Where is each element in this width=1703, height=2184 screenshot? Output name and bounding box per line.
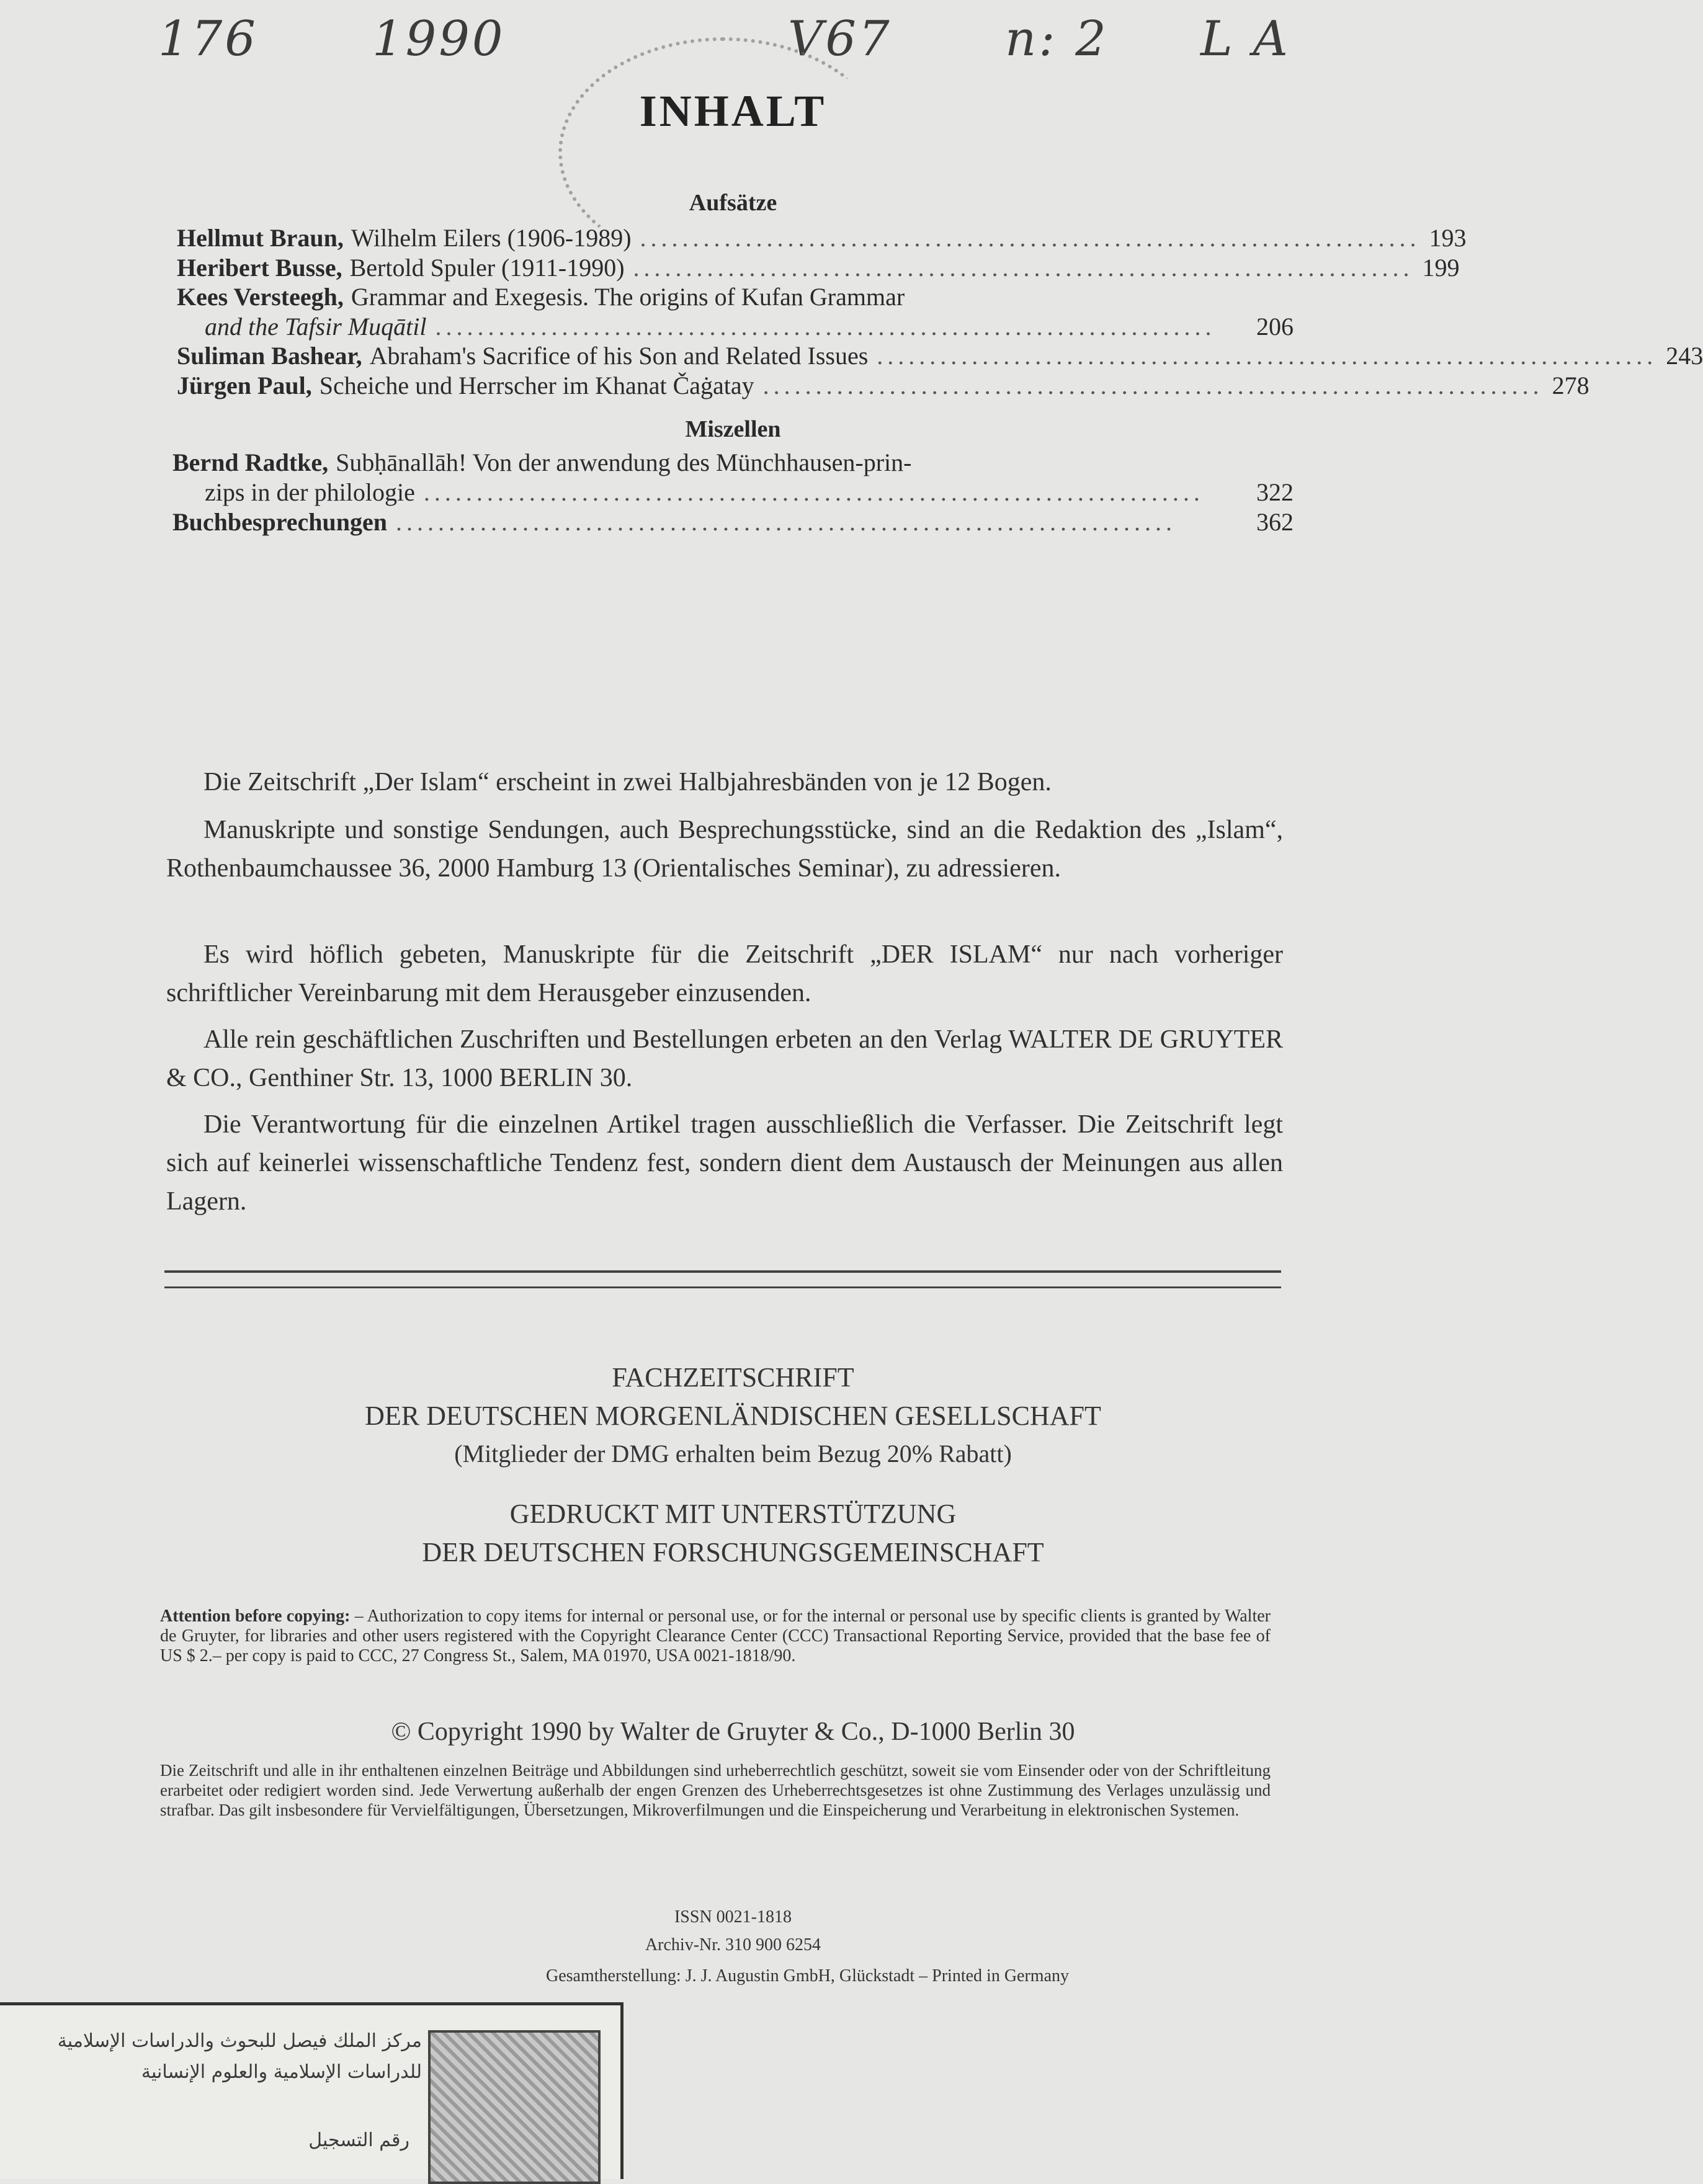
body-paragraph: Die Verantwortung für die einzelnen Artikel tragen ausschließlich die Verfasser. Die Zeitschrift legt sich auf keinerlei wissenschaftliche Tendenz fest, sondern dient dem Austausch der Meinungen aus allen Lagern.	[166, 1110, 1283, 1216]
stamp-text-line: مركز الملك فيصل للبحوث والدراسات الإسلامية	[57, 2030, 422, 2052]
body-paragraph: Manuskripte und sonstige Sendungen, auch Besprechungsstücke, sind an die Redaktion des „Islam“, Rothenbaumchaussee 36, 2000 Hamburg 13 (Orientalisches Seminar), zu adressieren.	[166, 816, 1283, 883]
handwritten-note-d: n: 2	[1005, 11, 1109, 67]
copying-notice-label: Attention before copying:	[160, 1607, 351, 1626]
toc-row: Buchbesprechungen .......................................................................... 362	[172, 508, 1294, 536]
toc-row: Heribert Busse, Bertold Spuler (1911-1990) .......................................................................... 199	[177, 254, 1460, 282]
toc-row: Bernd Radtke, Subḥānallāh! Von der anwendung des Münchhausen-prin-	[172, 448, 912, 476]
society-name: DER DEUTSCHEN MORGENLÄNDISCHEN GESELLSCHAFT	[365, 1401, 1101, 1431]
toc-row: zips in der philologie .......................................................................... 322	[205, 478, 1294, 506]
section-heading-aufsaetze: Aufsätze	[689, 190, 777, 216]
divider	[164, 1286, 1281, 1288]
archive-number: Archiv-Nr. 310 900 6254	[645, 1935, 821, 1954]
body-paragraph: Alle rein geschäftlichen Zuschriften und Bestellungen erbeten an den Verlag WALTER DE GRUYTER & CO., Genthiner Str. 13, 1000 BERLIN 30.	[166, 1025, 1283, 1092]
issn: ISSN 0021-1818	[674, 1907, 792, 1927]
toc-row: Jürgen Paul, Scheiche und Herrscher im Khanat Čaġatay .......................................................................... 278	[177, 372, 1589, 399]
section-heading-miszellen: Miszellen	[685, 416, 781, 442]
copyright-line: © Copyright 1990 by Walter de Gruyter & Co., D-1000 Berlin 30	[391, 1718, 1075, 1746]
library-stamp-box	[0, 2002, 624, 2179]
toc-row: Hellmut Braun, Wilhelm Eilers (1906-1989) .......................................................................... 193	[177, 224, 1467, 252]
toc-row: and the Tafsir Muqātil .......................................................................... 206	[205, 313, 1294, 341]
member-discount-note: (Mitglieder der DMG erhalten beim Bezug 20% Rabatt)	[454, 1440, 1012, 1468]
rights-notice: Die Zeitschrift und alle in ihr enthaltenen einzelnen Beiträge und Abbildungen sind urheberrechtlich geschützt, soweit sie vom Einsender oder von der Schriftleitung erarbeitet oder redigiert worden sind. Jede Verwertung außerhalb der engen Grenzen des Urheberrechtsgesetzes ist ohne Zustimmung des Verlages unzulässig und strafbar. Das gilt insbesondere für Vervielfältigungen, Übersetzungen, Mikroverfilmungen und die Einspeicherung und Verarbeitung in elektronischen Systemen.	[160, 1761, 1271, 1819]
toc-row: Kees Versteegh, Grammar and Exegesis. The origins of Kufan Grammar	[177, 283, 905, 311]
handwritten-note-e: L A	[1200, 11, 1290, 67]
printer-line: Gesamtherstellung: J. J. Augustin GmbH, Glückstadt – Printed in Germany	[545, 1966, 1070, 1986]
page-title: INHALT	[639, 86, 827, 136]
divider	[164, 1270, 1281, 1273]
stamp-seal-image	[428, 2030, 601, 2184]
copying-notice	[160, 1607, 1271, 1666]
handwritten-note-a: 176	[158, 11, 258, 67]
support-line-1: GEDRUCKT MIT UNTERSTÜTZUNG	[509, 1499, 957, 1529]
body-paragraph: Es wird höflich gebeten, Manuskripte für die Zeitschrift „DER ISLAM“ nur nach vorheriger schriftlicher Vereinbarung mit dem Herausgeber einzusenden.	[166, 940, 1283, 1007]
body-paragraph: Die Zeitschrift „Der Islam“ erscheint in zwei Halbjahresbänden von je 12 Bogen.	[203, 768, 1052, 796]
handwritten-note-c: V67	[788, 11, 892, 67]
stamp-text-line: رقم التسجيل	[308, 2129, 409, 2151]
stamp-text-line: للدراسات الإسلامية والعلوم الإنسانية	[141, 2061, 422, 2083]
handwritten-note-b: 1990	[372, 11, 506, 67]
copying-notice-text: – Authorization to copy items for internal or personal use, or for the internal or personal use by specific clients is granted by Walter de Gruyter, for libraries and other users registered with the Copyright Clearance Center (CCC) Transactional Reporting Service, provided that the base fee of US $ 2.– per copy is paid to CCC, 27 Congress St., Salem, MA 01970, USA 0021-1818/90.	[160, 1607, 1271, 1665]
toc-row: Suliman Bashear, Abraham's Sacrifice of his Son and Related Issues .......................................................................... 243	[177, 342, 1703, 370]
support-line-2: DER DEUTSCHEN FORSCHUNGSGEMEINSCHAFT	[422, 1537, 1044, 1567]
journal-designation: FACHZEITSCHRIFT	[612, 1362, 854, 1393]
